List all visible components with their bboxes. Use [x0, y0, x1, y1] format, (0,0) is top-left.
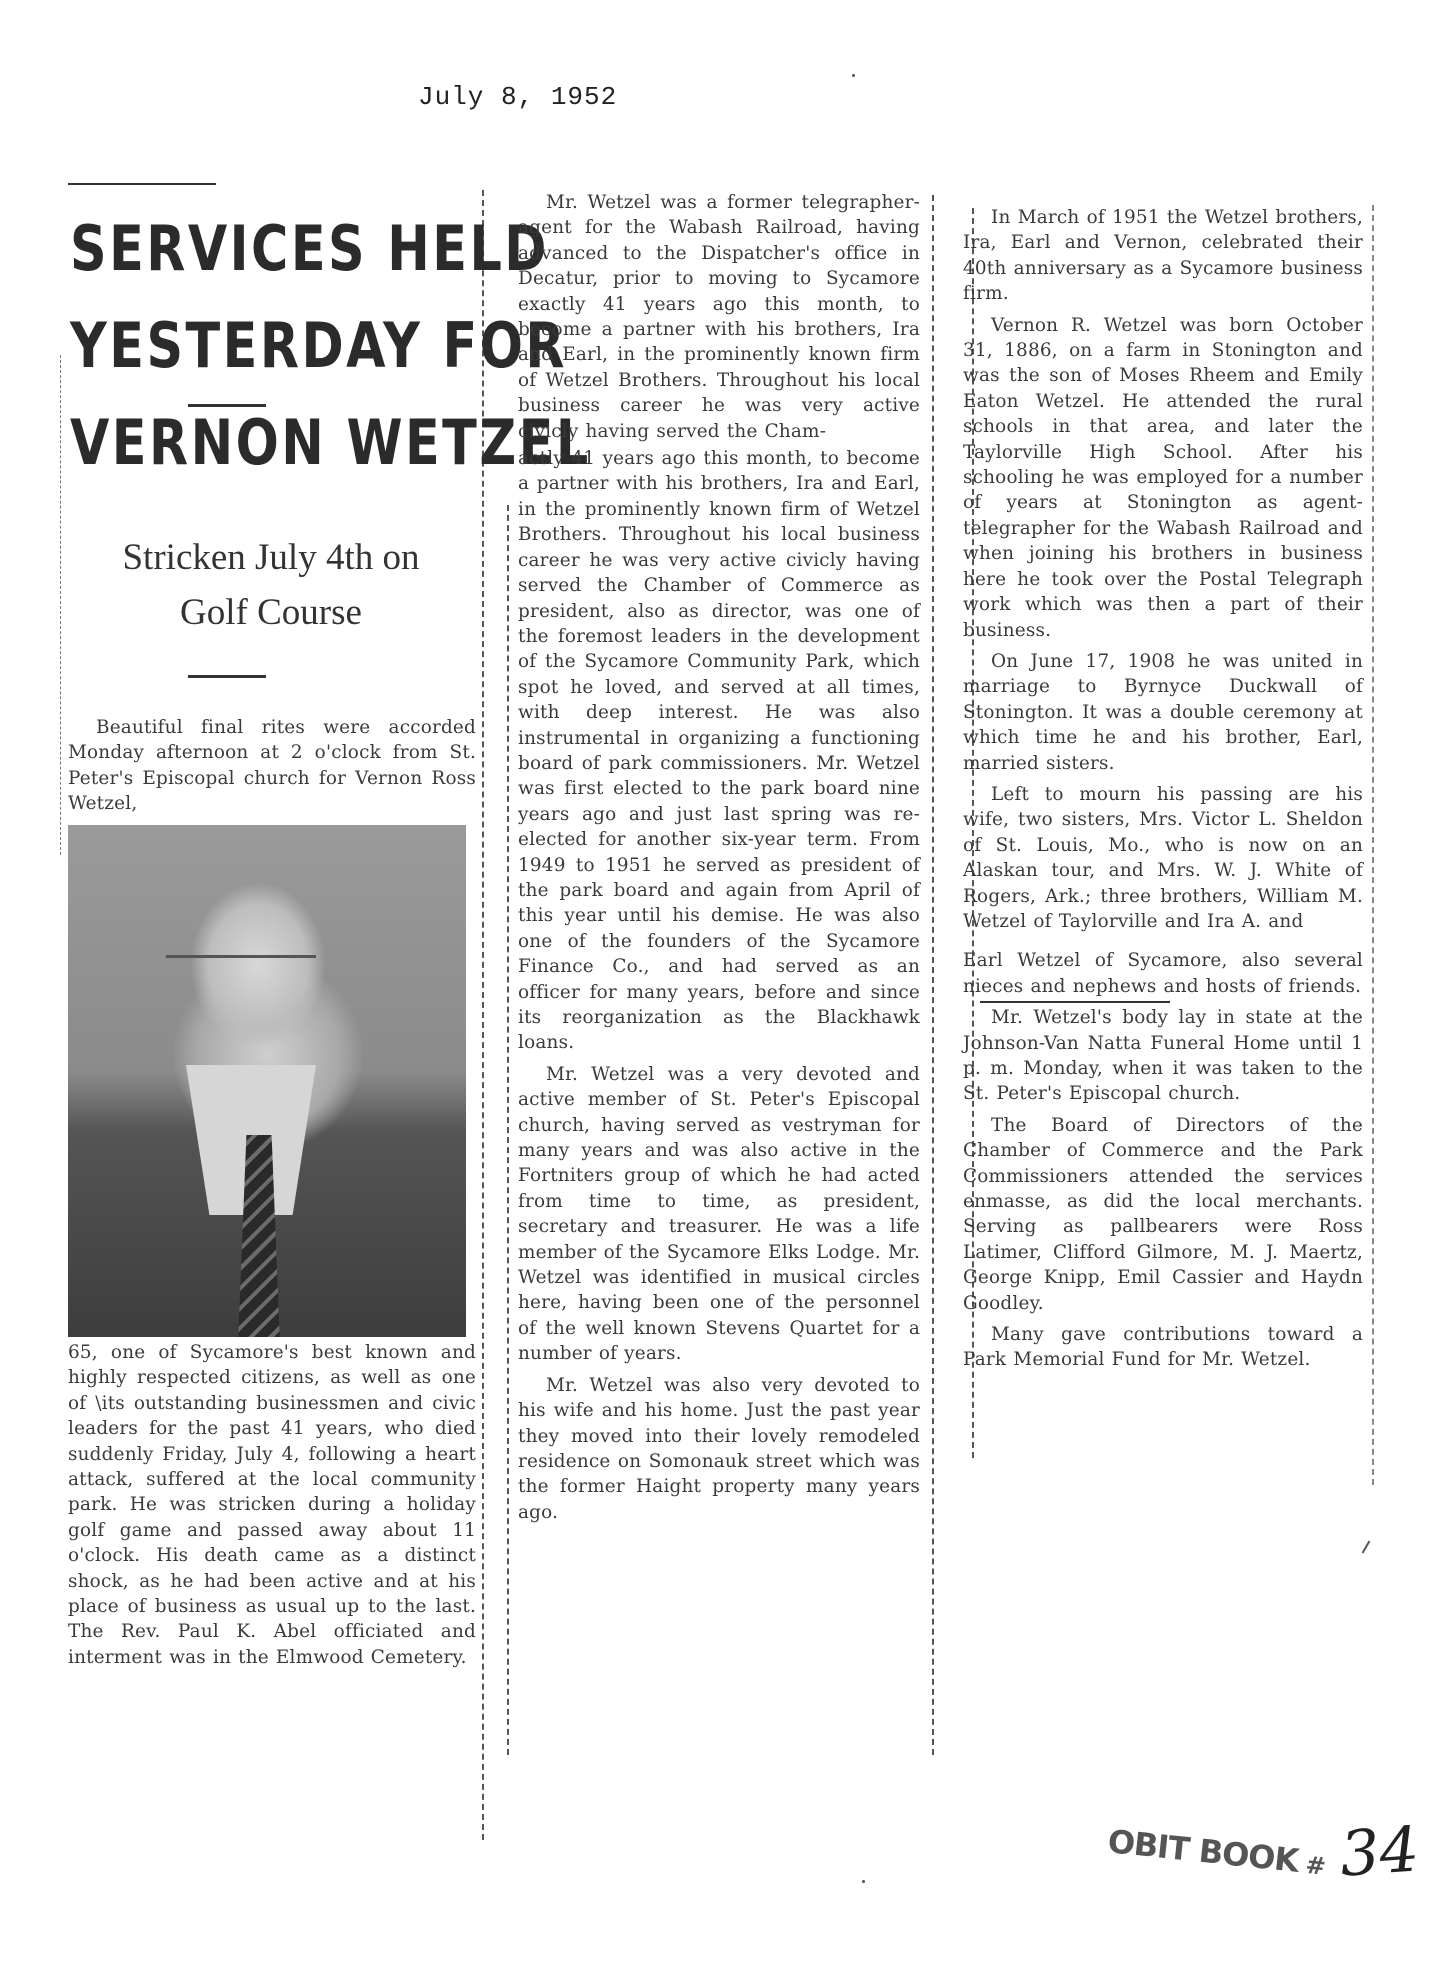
portrait-photo: [68, 825, 466, 1337]
scan-speck: [852, 74, 855, 77]
column3-paragraph-3: On June 17, 1908 he was united in marriage to Byrnyce Duckwall of Stonington. It was a double ceremony at which time he and his brother, Earl, married sisters.: [963, 650, 1363, 774]
column3-paragraph-1: In March of 1951 the Wetzel brothers, Ira, Earl and Vernon, celebrated their 40th anniversary as a Sycamore business firm.: [963, 207, 1363, 305]
clipping-edge: [1372, 205, 1374, 1485]
clipping-edge: [60, 355, 61, 855]
article-column-3: [963, 205, 1363, 1373]
headline-divider: [188, 404, 266, 407]
obit-book-stamp: [1106, 1822, 1327, 1883]
column1-top-rule: [68, 183, 216, 185]
column2-paragraph-3: Mr. Wetzel was a very devoted and active member of St. Peter's Episcopal church, having served as vestryman for many years and was also active in the Fortniters group of which he had acted from time to time, as president, secretary and treasurer. He was a life member of the Sycamore Elks Lodge. Mr. Wetzel was identified in musical circles here, having been one of the personnel of the well known Stevens Quartet for a number of years.: [518, 1063, 920, 1365]
scan-mark: [1362, 1540, 1371, 1553]
clipping-cut-line: [980, 1001, 1170, 1003]
clipping-edge: [507, 505, 509, 1755]
subheadline-divider: [188, 675, 266, 678]
headline-line-1: SERVICES HELD: [70, 212, 549, 285]
column-divider: [932, 195, 934, 1755]
clipping-date: July 8, 1952: [418, 82, 618, 112]
column3-paragraph-8: Many gave contributions toward a Park Memorial Fund for Mr. Wetzel.: [963, 1324, 1363, 1371]
column3-paragraph-7: The Board of Directors of the Chamber of Commerce and the Park Commissioners attended the services enmasse, as did the local merchants. Serving as pallbearers were Ross Latimer, Clifford Gilmore, M. J. Maertz, George Knipp, Emil Cassier and Haydn Goodley.: [963, 1114, 1363, 1314]
subheadline: [66, 530, 476, 640]
column3-paragraph-2: Vernon R. Wetzel was born October 31, 1886, on a farm in Stonington and was the son of Moses Rheem and Emily Eaton Wetzel. He attended the rural schools in that area, and later the Taylorville High School. After his schooling he was employed for a number of years at Stonington as agent-telegrapher for the Wabash Railroad and when joining his brothers in business here he took over the Postal Telegraph work which was then a part of their business.: [963, 314, 1363, 641]
headline: [70, 200, 591, 491]
column3-paragraph-6: Mr. Wetzel's body lay in state at the Johnson-Van Natta Funeral Home until 1 p. m. Monday, when it was taken to the St. Peter's Episcopal church.: [963, 1007, 1363, 1105]
photo-glasses-shape: [166, 955, 316, 998]
stamp-label: OBIT BOOK: [1106, 1822, 1301, 1880]
scan-speck: [862, 1880, 865, 1883]
stamp-hash: #: [1304, 1850, 1327, 1881]
column2-paragraph-1: Mr. Wetzel was a former telegrapher-agent for the Wabash Railroad, having advanced to the Dispatcher's office in Decatur, prior to moving to Sycamore exactly 41 years ago this month, to become a partner with his brothers, Ira and Earl, in the prominently known firm of Wetzel Brothers. Throughout his local business career he was very active civicly having served the Cham-: [518, 192, 920, 442]
subheadline-line-1: Stricken July 4th on: [122, 537, 420, 578]
column2-paragraph-2: actly 41 years ago this month, to become a partner with his brothers, Ira and Earl, in the prominently known firm of Wetzel Brothers. Throughout his local business career he was very active civicly having served the Chamber of Commerce as president, also as director, was one of the foremost leaders in the development of the Sycamore Community Park, which spot he loved, and served at all times, with deep interest. He was also instrumental in organizing a functioning board of park commissioners. Mr. Wetzel was first elected to the park board nine years ago and just last spring was re-elected for another six-year term. From 1949 to 1951 he served as president of the park board and again from April of this year until his demise. He was also one of the founders of the Sycamore Finance Co., and had served as an officer for many years, before and since its reorganization as the Blackhawk loans.: [518, 448, 920, 1054]
article-column-1: [68, 1340, 476, 1670]
headline-line-3: VERNON WETZEL: [70, 406, 591, 479]
headline-line-2: YESTERDAY FOR: [70, 309, 567, 382]
handwritten-book-number: 34: [1337, 1812, 1422, 1891]
column1-paragraph: 65, one of Sycamore's best known and highly respected citizens, as well as one of \its outstanding businessmen and civic leaders for the past 41 years, who died suddenly Friday, July 4, following a heart attack, suffered at the local community park. He was stricken during a holiday golf game and passed away about 11 o'clock. His death came as a distinct shock, as he had been active and at his place of business as usual up to the last. The Rev. Paul K. Abel officiated and interment was in the Elmwood Cemetery.: [68, 1342, 476, 1668]
subheadline-line-2: Golf Course: [180, 592, 362, 633]
column3-paragraph-5: Earl Wetzel of Sycamore, also several nieces and nephews and hosts of friends.: [963, 950, 1363, 997]
article-column-2: [518, 190, 920, 1525]
intro-paragraph: Beautiful final rites were accorded Monday afternoon at 2 o'clock from St. Peter's Episcopal church for Vernon Ross Wetzel,: [68, 717, 476, 815]
article-intro: [68, 715, 476, 817]
column3-paragraph-4: Left to mourn his passing are his wife, two sisters, Mrs. Victor L. Sheldon of St. Louis, Mo., who is now on an Alaskan tour, and Mrs. W. J. White of Rogers, Ark.; three brothers, William M. Wetzel of Taylorville and Ira A. and: [963, 783, 1363, 932]
column2-paragraph-4: Mr. Wetzel was also very devoted to his wife and his home. Just the past year they moved into their lovely remodeled residence on Somonauk street which was the former Haight property many years ago.: [518, 1374, 920, 1523]
